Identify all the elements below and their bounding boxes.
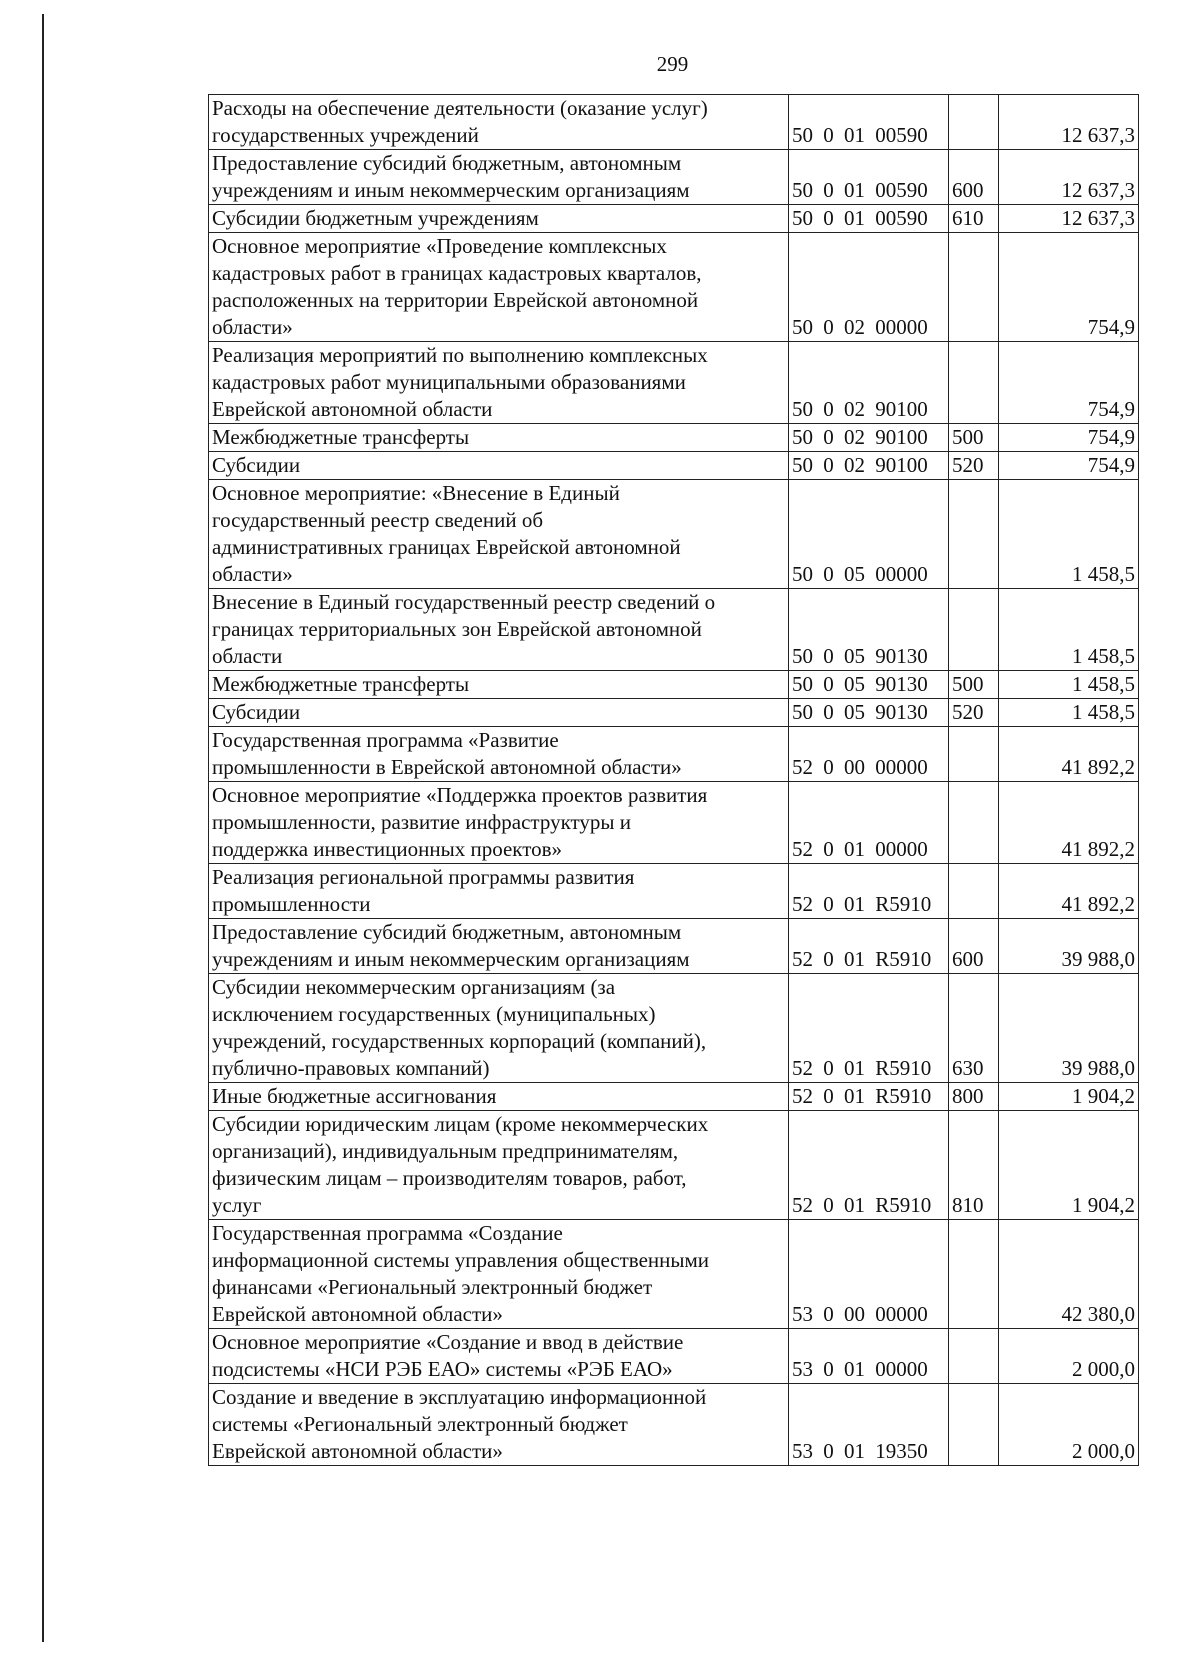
row-expense-type bbox=[949, 95, 999, 150]
row-amount: 12 637,3 bbox=[999, 150, 1139, 205]
row-amount: 39 988,0 bbox=[999, 974, 1139, 1083]
row-name bbox=[209, 782, 789, 864]
row-name bbox=[209, 699, 789, 727]
row-name-line: Основное мероприятие «Поддержка проектов развития bbox=[212, 783, 708, 807]
row-name-line: кадастровых работ в границах кадастровых кварталов, bbox=[212, 261, 702, 285]
row-code: 50 0 02 00000 bbox=[789, 233, 949, 342]
row-code: 50 0 05 90130 bbox=[789, 671, 949, 699]
row-name bbox=[209, 205, 789, 233]
row-name-line: Субсидии bbox=[212, 453, 301, 477]
row-name-line: области» bbox=[212, 315, 293, 339]
row-code: 50 0 02 90100 bbox=[789, 342, 949, 424]
row-amount: 1 458,5 bbox=[999, 480, 1139, 589]
row-code: 52 0 01 R5910 bbox=[789, 1083, 949, 1111]
row-name-line: финансами «Региональный электронный бюджет bbox=[212, 1275, 653, 1299]
row-name bbox=[209, 1111, 789, 1220]
table-row bbox=[209, 342, 1139, 424]
table-row bbox=[209, 1220, 1139, 1329]
row-name-line: промышленности, развитие инфраструктуры и bbox=[212, 810, 632, 834]
row-expense-type: 500 bbox=[949, 671, 999, 699]
row-name-line: учреждений, государственных корпораций (компаний), bbox=[212, 1029, 707, 1053]
row-name bbox=[209, 974, 789, 1083]
row-amount: 42 380,0 bbox=[999, 1220, 1139, 1329]
row-expense-type bbox=[949, 782, 999, 864]
table-row bbox=[209, 452, 1139, 480]
row-name-line: Иные бюджетные ассигнования bbox=[212, 1084, 497, 1108]
row-name bbox=[209, 452, 789, 480]
row-name-line: промышленности в Еврейской автономной области» bbox=[212, 755, 682, 779]
table-row bbox=[209, 727, 1139, 782]
row-expense-type bbox=[949, 233, 999, 342]
row-code: 50 0 05 00000 bbox=[789, 480, 949, 589]
row-amount: 12 637,3 bbox=[999, 205, 1139, 233]
row-name-line: услуг bbox=[212, 1193, 262, 1217]
row-name-line: физическим лицам – производителям товаров, работ, bbox=[212, 1166, 687, 1190]
row-code: 52 0 01 R5910 bbox=[789, 1111, 949, 1220]
row-amount: 12 637,3 bbox=[999, 95, 1139, 150]
row-expense-type: 810 bbox=[949, 1111, 999, 1220]
row-code: 52 0 00 00000 bbox=[789, 727, 949, 782]
row-expense-type: 630 bbox=[949, 974, 999, 1083]
row-name-line: исключением государственных (муниципальных) bbox=[212, 1002, 656, 1026]
row-amount: 41 892,2 bbox=[999, 727, 1139, 782]
row-name-line: промышленности bbox=[212, 892, 371, 916]
table-row bbox=[209, 1384, 1139, 1466]
row-name-line: Внесение в Единый государственный реестр сведений о bbox=[212, 590, 716, 614]
row-name-line: государственный реестр сведений об bbox=[212, 508, 544, 532]
table-row bbox=[209, 974, 1139, 1083]
row-code: 50 0 02 90100 bbox=[789, 452, 949, 480]
row-name-line: Субсидии юридическим лицам (кроме некоммерческих bbox=[212, 1112, 709, 1136]
row-name-line: подсистемы «НСИ РЭБ ЕАО» системы «РЭБ ЕАО» bbox=[212, 1357, 673, 1381]
row-name bbox=[209, 1220, 789, 1329]
row-name bbox=[209, 1329, 789, 1384]
row-expense-type bbox=[949, 1384, 999, 1466]
row-code: 50 0 01 00590 bbox=[789, 95, 949, 150]
row-name-line: области bbox=[212, 644, 283, 668]
row-code: 53 0 01 19350 bbox=[789, 1384, 949, 1466]
row-amount: 754,9 bbox=[999, 424, 1139, 452]
row-name-line: Еврейской автономной области» bbox=[212, 1439, 503, 1463]
row-amount: 2 000,0 bbox=[999, 1384, 1139, 1466]
row-name bbox=[209, 424, 789, 452]
row-name-line: кадастровых работ муниципальными образованиями bbox=[212, 370, 686, 394]
row-name bbox=[209, 342, 789, 424]
row-amount: 1 458,5 bbox=[999, 699, 1139, 727]
row-name-line: учреждениям и иным некоммерческим организациям bbox=[212, 947, 690, 971]
row-code: 53 0 00 00000 bbox=[789, 1220, 949, 1329]
row-amount: 754,9 bbox=[999, 452, 1139, 480]
row-code: 50 0 01 00590 bbox=[789, 150, 949, 205]
row-name bbox=[209, 233, 789, 342]
row-name-line: Государственная программа «Создание bbox=[212, 1221, 563, 1245]
row-expense-type: 800 bbox=[949, 1083, 999, 1111]
table-row bbox=[209, 782, 1139, 864]
table-row bbox=[209, 424, 1139, 452]
table-row bbox=[209, 919, 1139, 974]
row-code: 52 0 01 R5910 bbox=[789, 919, 949, 974]
row-name bbox=[209, 671, 789, 699]
row-expense-type: 600 bbox=[949, 919, 999, 974]
binding-margin-line bbox=[42, 14, 44, 1642]
row-name-line: Субсидии бюджетным учреждениям bbox=[212, 206, 539, 230]
row-amount: 1 458,5 bbox=[999, 671, 1139, 699]
row-name-line: Межбюджетные трансферты bbox=[212, 425, 470, 449]
row-name-line: Субсидии bbox=[212, 700, 301, 724]
row-name-line: организаций), индивидуальным предпринимателям, bbox=[212, 1139, 679, 1163]
row-code: 50 0 05 90130 bbox=[789, 589, 949, 671]
row-name-line: административных границах Еврейской автономной bbox=[212, 535, 681, 559]
row-expense-type: 520 bbox=[949, 452, 999, 480]
row-code: 50 0 02 90100 bbox=[789, 424, 949, 452]
row-name bbox=[209, 727, 789, 782]
row-name-line: Основное мероприятие: «Внесение в Единый bbox=[212, 481, 620, 505]
row-name bbox=[209, 589, 789, 671]
row-name bbox=[209, 864, 789, 919]
row-amount: 1 904,2 bbox=[999, 1111, 1139, 1220]
row-expense-type bbox=[949, 342, 999, 424]
row-name-line: Предоставление субсидий бюджетным, автономным bbox=[212, 920, 682, 944]
row-code: 52 0 01 00000 bbox=[789, 782, 949, 864]
row-name-line: публично-правовых компаний) bbox=[212, 1056, 490, 1080]
table-row bbox=[209, 589, 1139, 671]
table-row bbox=[209, 671, 1139, 699]
row-code: 53 0 01 00000 bbox=[789, 1329, 949, 1384]
row-code: 52 0 01 R5910 bbox=[789, 864, 949, 919]
row-expense-type bbox=[949, 480, 999, 589]
row-name-line: границах территориальных зон Еврейской автономной bbox=[212, 617, 702, 641]
row-name bbox=[209, 95, 789, 150]
table-row bbox=[209, 1083, 1139, 1111]
row-name-line: Еврейской автономной области bbox=[212, 397, 493, 421]
table-row bbox=[209, 864, 1139, 919]
table-row bbox=[209, 233, 1139, 342]
row-name bbox=[209, 1384, 789, 1466]
page-number: 299 bbox=[656, 52, 689, 76]
row-name-line: учреждениям и иным некоммерческим организациям bbox=[212, 178, 690, 202]
row-name-line: расположенных на территории Еврейской автономной bbox=[212, 288, 699, 312]
row-expense-type bbox=[949, 589, 999, 671]
table-row bbox=[209, 150, 1139, 205]
table-row bbox=[209, 1111, 1139, 1220]
row-name bbox=[209, 150, 789, 205]
row-expense-type: 610 bbox=[949, 205, 999, 233]
row-name-line: Еврейской автономной области» bbox=[212, 1302, 503, 1326]
row-amount: 2 000,0 bbox=[999, 1329, 1139, 1384]
row-name-line: Основное мероприятие «Создание и ввод в действие bbox=[212, 1330, 684, 1354]
row-name bbox=[209, 919, 789, 974]
row-expense-type: 600 bbox=[949, 150, 999, 205]
row-code: 50 0 01 00590 bbox=[789, 205, 949, 233]
row-name-line: области» bbox=[212, 562, 293, 586]
row-name-line: государственных учреждений bbox=[212, 123, 479, 147]
row-code: 52 0 01 R5910 bbox=[789, 974, 949, 1083]
row-name-line: Межбюджетные трансферты bbox=[212, 672, 470, 696]
row-name-line: Реализация региональной программы развития bbox=[212, 865, 635, 889]
row-name-line: Государственная программа «Развитие bbox=[212, 728, 559, 752]
table-row bbox=[209, 480, 1139, 589]
row-name-line: Создание и введение в эксплуатацию информационной bbox=[212, 1385, 707, 1409]
row-amount: 41 892,2 bbox=[999, 864, 1139, 919]
row-name-line: Предоставление субсидий бюджетным, автономным bbox=[212, 151, 682, 175]
row-name-line: Расходы на обеспечение деятельности (оказание услуг) bbox=[212, 96, 708, 120]
row-amount: 1 458,5 bbox=[999, 589, 1139, 671]
row-expense-type bbox=[949, 727, 999, 782]
row-amount: 1 904,2 bbox=[999, 1083, 1139, 1111]
table-row bbox=[209, 1329, 1139, 1384]
row-amount: 41 892,2 bbox=[999, 782, 1139, 864]
row-name-line: информационной системы управления общественными bbox=[212, 1248, 710, 1272]
budget-table-body bbox=[209, 95, 1139, 1466]
row-expense-type bbox=[949, 1220, 999, 1329]
row-amount: 39 988,0 bbox=[999, 919, 1139, 974]
row-name-line: Основное мероприятие «Проведение комплексных bbox=[212, 234, 667, 258]
row-name-line: Субсидии некоммерческим организациям (за bbox=[212, 975, 616, 999]
row-name-line: Реализация мероприятий по выполнению комплексных bbox=[212, 343, 708, 367]
row-code: 50 0 05 90130 bbox=[789, 699, 949, 727]
row-name-line: поддержка инвестиционных проектов» bbox=[212, 837, 563, 861]
row-amount: 754,9 bbox=[999, 342, 1139, 424]
row-name bbox=[209, 1083, 789, 1111]
row-expense-type bbox=[949, 864, 999, 919]
table-row bbox=[209, 95, 1139, 150]
row-expense-type: 500 bbox=[949, 424, 999, 452]
table-row bbox=[209, 699, 1139, 727]
row-name bbox=[209, 480, 789, 589]
row-expense-type bbox=[949, 1329, 999, 1384]
budget-table bbox=[208, 94, 1139, 1466]
table-row bbox=[209, 205, 1139, 233]
row-name-line: системы «Региональный электронный бюджет bbox=[212, 1412, 628, 1436]
row-expense-type: 520 bbox=[949, 699, 999, 727]
row-amount: 754,9 bbox=[999, 233, 1139, 342]
